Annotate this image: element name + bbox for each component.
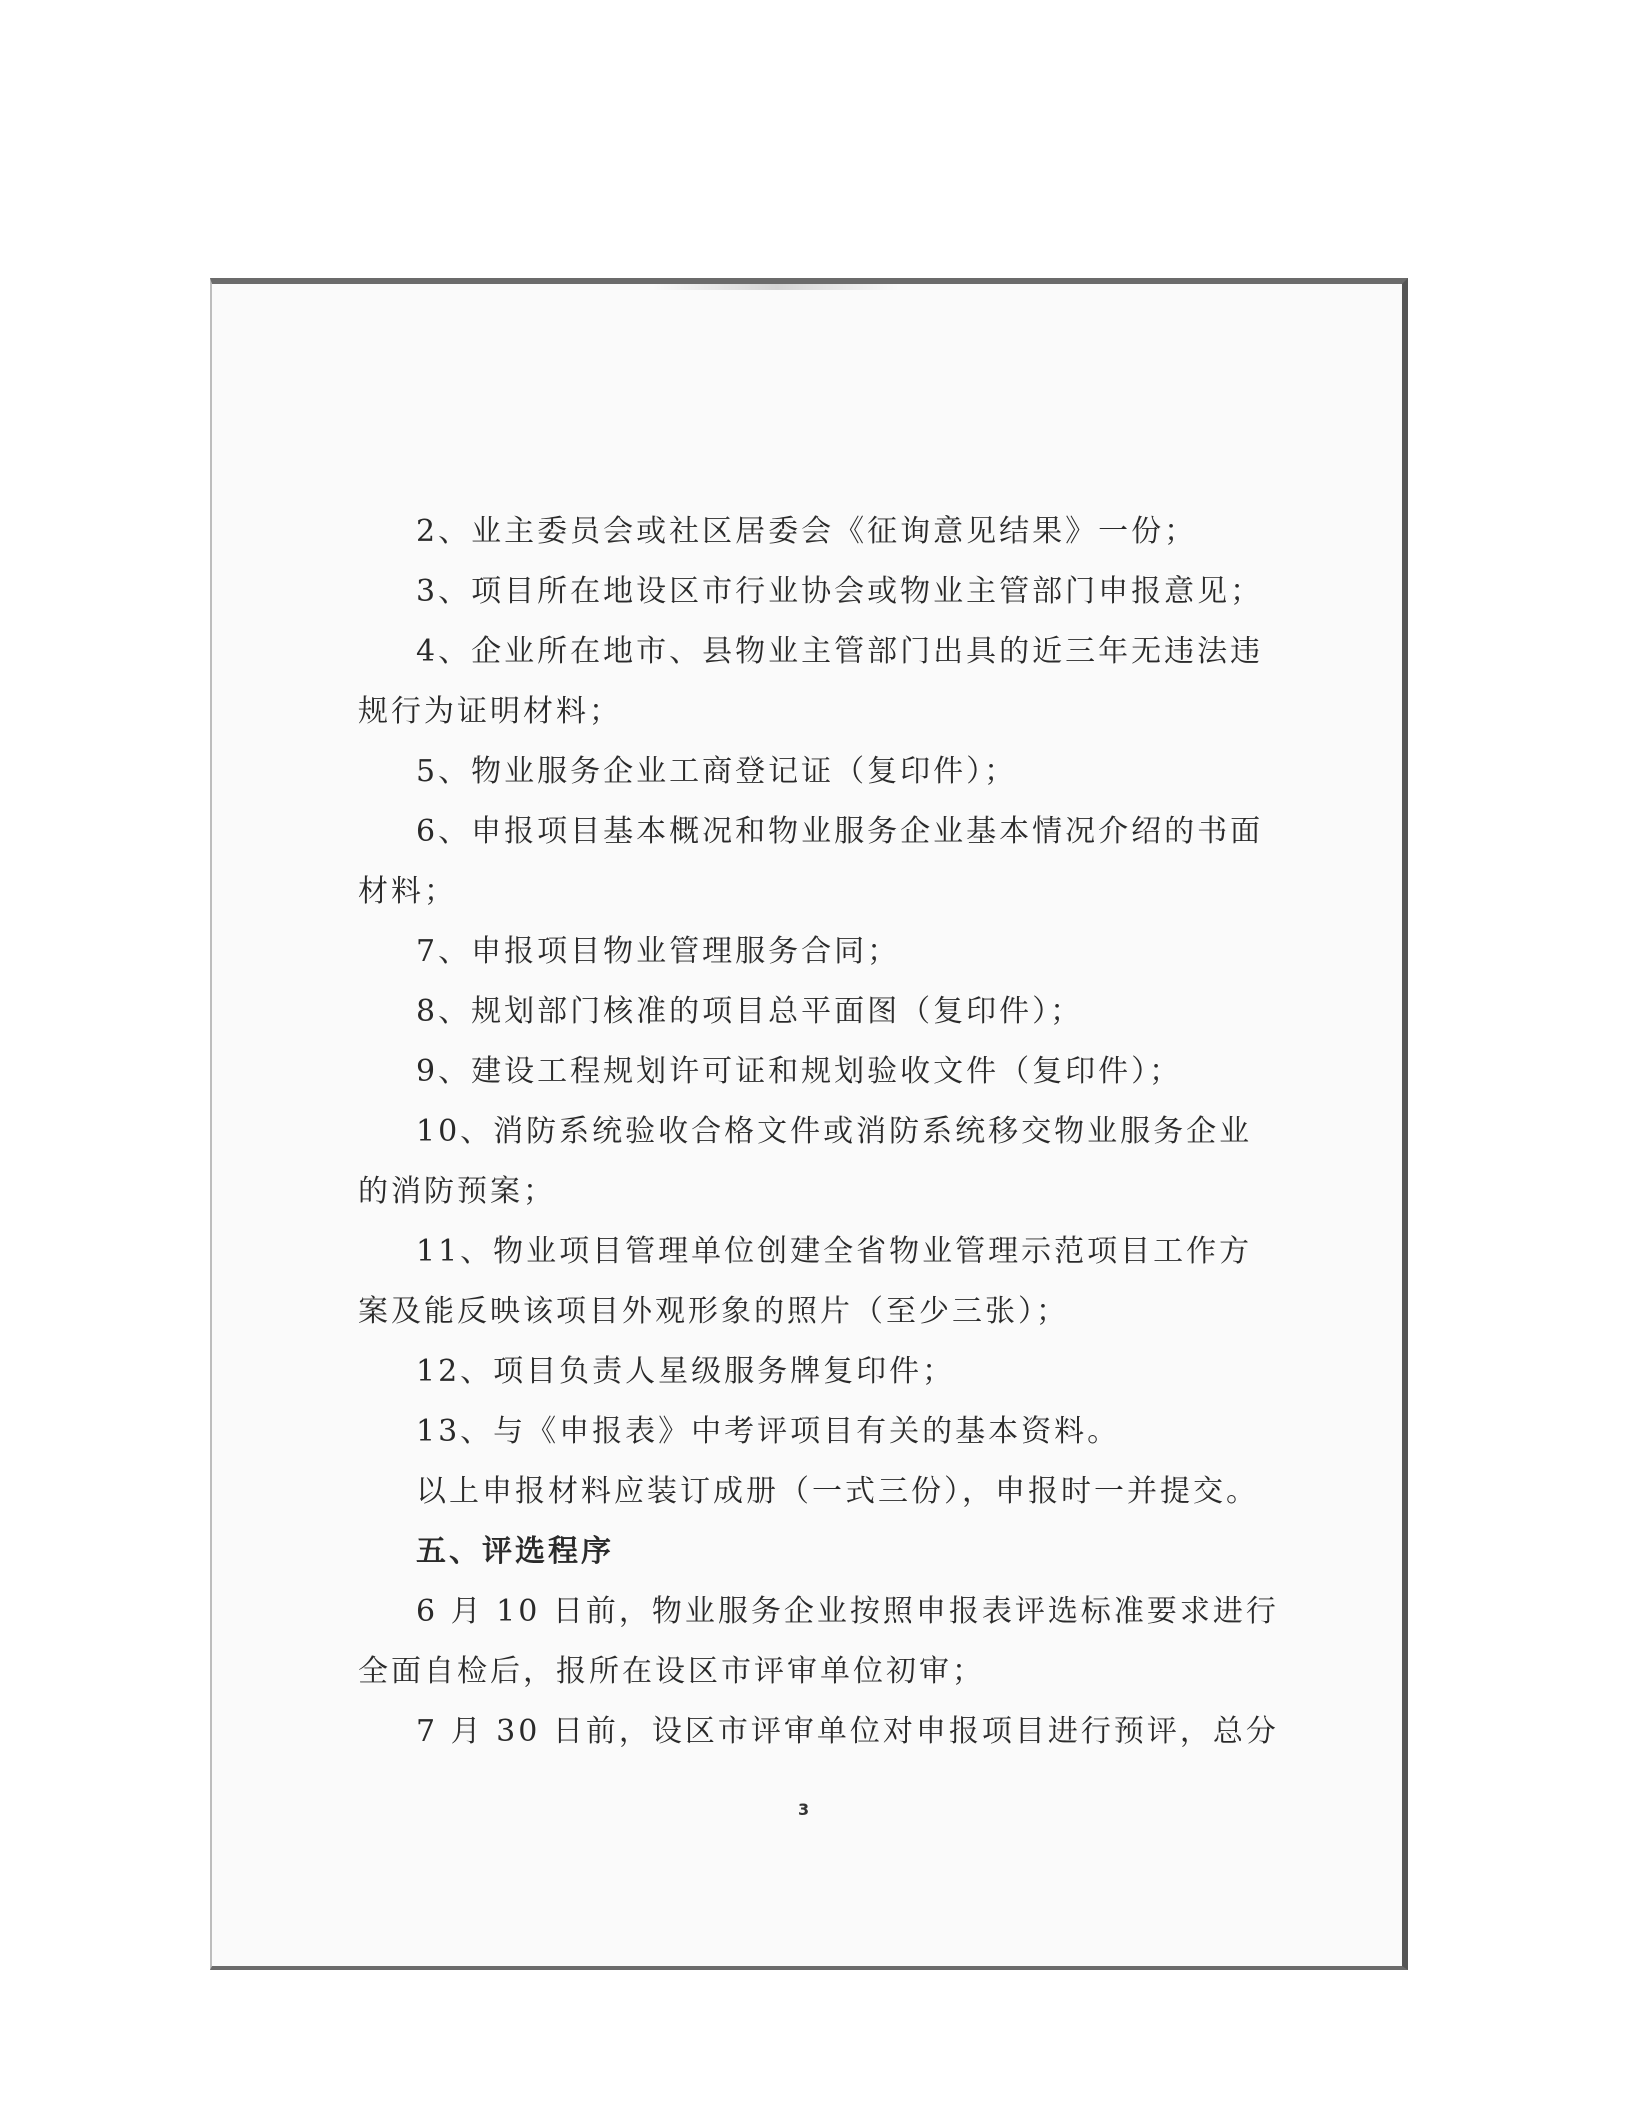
text-line: 3、项目所在地设区市行业协会或物业主管部门申报意见； <box>416 574 1264 609</box>
text-line: 案及能反映该项目外观形象的照片（至少三张）； <box>358 1294 1069 1329</box>
page-number: 3 <box>798 1800 810 1819</box>
text-line: 7、申报项目物业管理服务合同； <box>416 934 901 969</box>
section-heading: 五、评选程序 <box>416 1534 614 1569</box>
text-line: 12、项目负责人星级服务牌复印件； <box>416 1354 956 1389</box>
text-line: 的消防预案； <box>358 1174 556 1209</box>
text-line: 2、业主委员会或社区居委会《征询意见结果》一份； <box>416 514 1198 549</box>
text-line: 11、物业项目管理单位创建全省物业管理示范项目工作方 <box>416 1234 1253 1269</box>
text-line: 全面自检后，报所在设区市评审单位初审； <box>358 1654 985 1689</box>
text-line: 材料； <box>358 874 457 909</box>
document-page <box>210 278 1408 1970</box>
text-line: 以上申报材料应装订成册（一式三份），申报时一并提交。 <box>416 1474 1259 1509</box>
text-line: 5、物业服务企业工商登记证（复印件）； <box>416 754 1018 789</box>
text-line: 规行为证明材料； <box>358 694 622 729</box>
text-line: 10、消防系统验收合格文件或消防系统移交物业服务企业 <box>416 1114 1253 1149</box>
text-line: 7 月 30 日前，设区市评审单位对申报项目进行预评，总分 <box>416 1714 1279 1749</box>
text-line: 4、企业所在地市、县物业主管部门出具的近三年无违法违 <box>416 634 1264 669</box>
text-line: 13、与《申报表》中考评项目有关的基本资料。 <box>416 1414 1121 1449</box>
text-line: 6、申报项目基本概况和物业服务企业基本情况介绍的书面 <box>416 814 1264 849</box>
scan-fold-shadow <box>652 284 902 290</box>
text-line: 8、规划部门核准的项目总平面图（复印件）； <box>416 994 1084 1029</box>
text-line: 9、建设工程规划许可证和规划验收文件（复印件）； <box>416 1054 1183 1089</box>
text-line: 6 月 10 日前，物业服务企业按照申报表评选标准要求进行 <box>416 1594 1279 1629</box>
